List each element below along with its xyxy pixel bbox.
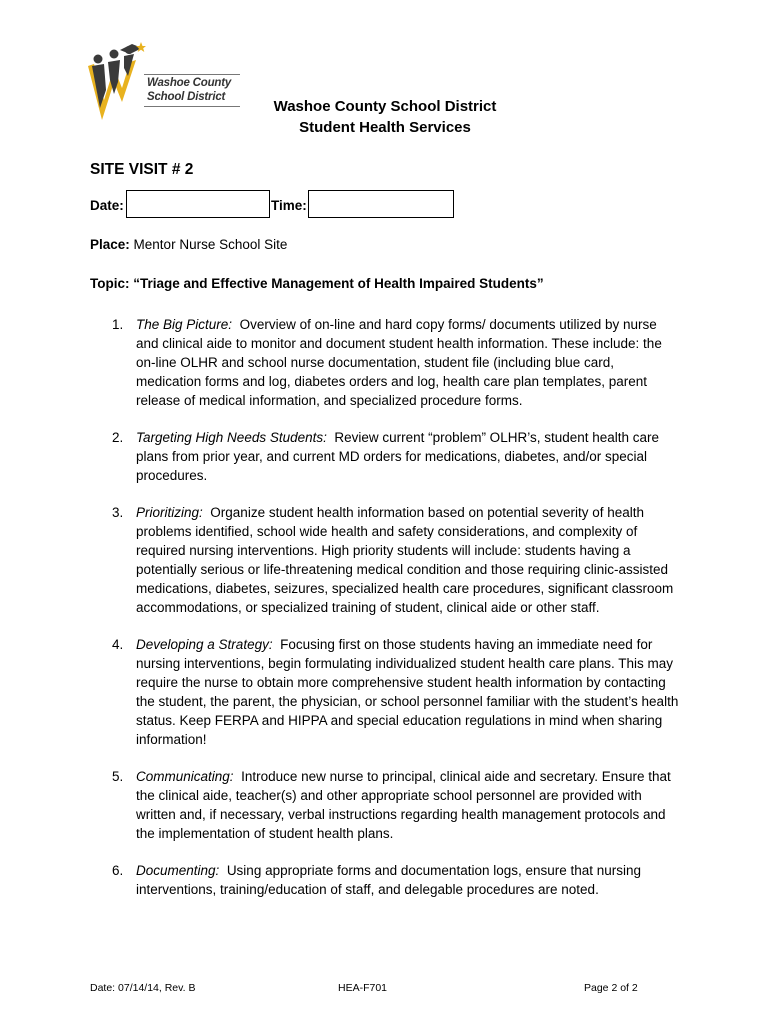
- place-line: [90, 237, 287, 252]
- time-field[interactable]: [308, 190, 454, 218]
- item-number: 6.: [112, 863, 124, 878]
- logo-rule-top: [144, 74, 240, 75]
- item-text: Using appropriate forms and documentation logs, ensure that nursing interventions, training/education of staff, and delegable procedures are noted.: [136, 863, 642, 897]
- site-visit-title: SITE VISIT # 2: [90, 161, 194, 178]
- place-label: Place:: [90, 237, 130, 252]
- item-text: Review current “problem” OLHR’s, student health care plans from prior year, and current MD orders for medications, diabetes, and/or special procedures.: [136, 430, 660, 483]
- list-item: [90, 767, 680, 843]
- item-text: Introduce new nurse to principal, clinical aide and secretary. Ensure that the clinical aide, teacher(s) and other appropriate school personnel are provided with written and, if necessary, verbal instructions regarding health management protocols and the implementation of student health plans.: [136, 769, 671, 841]
- item-number: 4.: [112, 637, 124, 652]
- logo-line-2: School District: [147, 91, 226, 103]
- header-line-2: Student Health Services: [299, 119, 471, 136]
- time-label: Time:: [271, 198, 307, 213]
- date-time-row: [90, 190, 470, 218]
- item-number: 3.: [112, 505, 124, 520]
- item-title: The Big Picture:: [136, 317, 233, 332]
- list-item: [90, 428, 680, 485]
- document-header: [0, 96, 770, 138]
- item-title: Targeting High Needs Students:: [136, 430, 327, 445]
- topic-label: Topic:: [90, 276, 130, 291]
- place-value: Mentor Nurse School Site: [133, 237, 288, 252]
- footer-date-rev: Date: 07/14/14, Rev. B: [90, 982, 196, 994]
- item-title: Documenting:: [136, 863, 220, 878]
- list-item: [90, 635, 680, 749]
- item-text: Organize student health information based on potential severity of health problems identified, school wide health and safety considerations, and complexity of required nursing interventions. High priority students will include: students having a potentially serious or life-threatening medical condition and those requiring clinic-assisted medications, diabetes, seizures, specialized health care procedures, significant classroom accommodations, or specialized training of student, clinical aide or other staff.: [136, 505, 674, 615]
- list-item: [90, 315, 680, 410]
- date-label: Date:: [90, 198, 124, 213]
- item-title: Developing a Strategy:: [136, 637, 273, 652]
- footer-page-number: Page 2 of 2: [584, 982, 638, 994]
- item-text: Overview of on-line and hard copy forms/ documents utilized by nurse and clinical aide to monitor and document student health information. These include: the on-line OLHR and school nurse documentation, student file (including blue card, medication forms and log, diabetes orders and log, health care plan templates, parent release of medical information, and specialized procedure forms.: [136, 317, 662, 408]
- item-text: Focusing first on those students having an immediate need for nursing interventions, begin formulating individualized student health care plans. This may require the nurse to obtain more comprehensive student health information by contacting the student, the parent, the physician, or school personnel familiar with the student’s health status. Keep FERPA and HIPPA and special education regulations in mind when sharing information!: [136, 637, 679, 747]
- list-item: [90, 503, 680, 617]
- item-number: 2.: [112, 430, 124, 445]
- topic-value: “Triage and Effective Management of Health Impaired Students”: [133, 276, 544, 291]
- list-item: [90, 861, 680, 899]
- footer-form-code: HEA-F701: [338, 982, 388, 994]
- item-number: 5.: [112, 769, 124, 784]
- task-list: [90, 315, 680, 917]
- header-line-1: Washoe County School District: [273, 98, 497, 115]
- topic-line: [90, 276, 544, 291]
- logo-line-1: Washoe County: [147, 77, 232, 89]
- item-title: Prioritizing:: [136, 505, 203, 520]
- date-field[interactable]: [126, 190, 270, 218]
- item-number: 1.: [112, 317, 124, 332]
- item-title: Communicating:: [136, 769, 234, 784]
